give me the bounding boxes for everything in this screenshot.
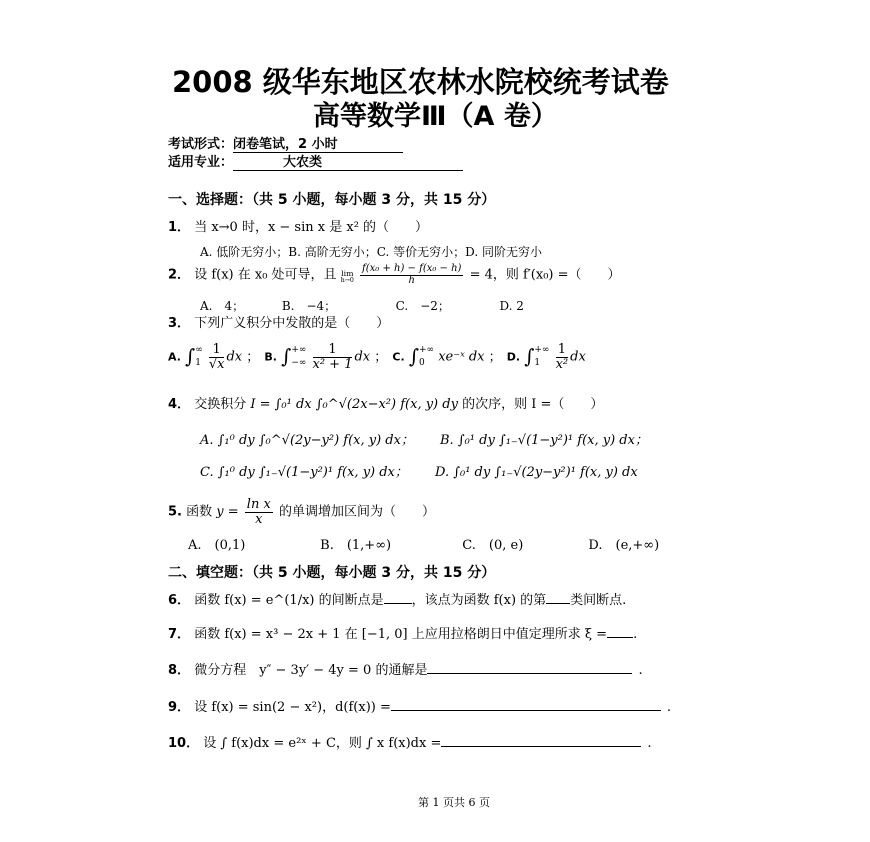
question-text: 下列广义积分中发散的是（ ） xyxy=(194,316,390,331)
page-number: 第 1 页共 6 页 xyxy=(418,796,490,809)
option-b: B. xyxy=(264,350,277,364)
question-2-options xyxy=(200,300,524,312)
limit-operator: lim h→0 xyxy=(340,269,354,285)
exam-title: 2008 级华东地区农林水院校统考试卷 xyxy=(172,65,669,99)
question-text-end: 的次序，则 I =（ ） xyxy=(462,397,604,412)
question-text: 当 x→0 时，x − sin x 是 x² 的（ ） xyxy=(194,220,429,235)
option-d: D. (e,+∞) xyxy=(588,538,660,553)
exam-form-value: 闭卷笔试，2 小时 xyxy=(233,138,403,153)
limit-fraction: $\frac{\text{f(x₀ + h) − f(x₀ − h)}}{h}$ xyxy=(362,263,462,286)
option-c: C. (0, e) xyxy=(462,538,524,553)
question-text: 设 f(x) 在 x₀ 处可导，且 xyxy=(194,267,337,283)
question-5: 5. 函数 y = $\frac{\text{ln x}}{x}$ 的单调增加区间为（ ） xyxy=(168,497,435,527)
question-text: 交换积分 xyxy=(194,397,247,412)
option-a: A. (0,1) xyxy=(188,538,246,553)
exam-major-line xyxy=(168,156,463,171)
question-number: 1． xyxy=(168,220,191,235)
option-c: C. xyxy=(392,350,405,364)
question-number: 2． xyxy=(168,267,191,283)
question-10: 10． 设 ∫ f(x)dx = e²ˣ + C，则 ∫ x f(x)dx = . xyxy=(168,736,652,751)
question-text: 函数 xyxy=(186,504,213,520)
option-d: D. xyxy=(506,350,521,364)
option-b: B. (1,+∞) xyxy=(320,538,392,553)
question-3-options: A. ∫ ∞ 1 $\frac{1}{√x}$ dx ； B. ∫ +∞ −∞ $\frac{1}{\text{x² + 1}}$ dx ； C. ∫ +∞ 0 xe⁻ˣ dx ； D. ∫ +∞ 1 $\frac{1}{\text{x²}}$ dx xyxy=(168,342,586,372)
question-1-options: A. 低阶无穷小；B. 高阶无穷小；C. 等价无穷小；D. 同阶无穷小 xyxy=(200,245,542,259)
exam-subtitle: 高等数学Ⅲ（A 卷） xyxy=(313,101,558,132)
question-7: 7． 函数 f(x) = x³ − 2x + 1 在 [−1, 0] 上应用拉格朗日中值定理所求 ξ = . xyxy=(168,627,638,642)
exam-major-value: 大农类 xyxy=(233,156,463,171)
question-text-end: = 4，则 f′(x₀) =（ ） xyxy=(469,267,621,283)
section1-heading: 一、选择题：（共 5 小题，每小题 3 分，共 15 分） xyxy=(168,192,496,208)
question-9: 9． 设 f(x) = sin(2 − x²)，d(f(x)) = . xyxy=(168,700,671,715)
exam-major-label: 适用专业： xyxy=(168,155,234,170)
question-4-option-b: B. ∫₀¹ dy ∫₁₋√(1−y²)¹ f(x, y) dx； xyxy=(440,433,648,448)
question-number: 5. xyxy=(168,504,182,520)
option-d: D. 2 xyxy=(499,299,524,313)
question-1 xyxy=(168,221,428,234)
question-3 xyxy=(168,317,389,330)
question-5-options xyxy=(188,539,659,552)
option-c: C. −2； xyxy=(395,299,450,313)
exam-form-line xyxy=(168,138,403,153)
section2-heading: 二、填空题：（共 5 小题，每小题 3 分，共 15 分） xyxy=(168,565,496,581)
question-text-end: 的单调增加区间为（ ） xyxy=(278,504,435,520)
question-4 xyxy=(168,398,603,411)
question-6: 6． 函数 f(x) = e^(1/x) 的间断点是 ，该点为函数 f(x) 的第 类间断点. xyxy=(168,593,627,608)
option-a: A. 4； xyxy=(200,299,245,313)
question-4-option-d: D. ∫₀¹ dy ∫₁₋√(2y−y²)¹ f(x, y) dx xyxy=(435,465,638,480)
integral-expression: I = ∫₀¹ dx ∫₀^√(2x−x²) f(x, y) dy xyxy=(250,397,458,412)
option-b: B. −4； xyxy=(281,299,337,313)
option-a: A. xyxy=(168,350,181,364)
exam-form-label: 考试形式： xyxy=(168,137,234,152)
question-8: 8． 微分方程 y″ − 3y′ − 4y = 0 的通解是 . xyxy=(168,663,643,678)
question-4-option-a: A. ∫₁⁰ dy ∫₀^√(2y−y²) f(x, y) dx； xyxy=(200,433,414,448)
question-4-option-c: C. ∫₁⁰ dy ∫₁₋√(1−y²)¹ f(x, y) dx； xyxy=(200,465,408,480)
question-number: 3． xyxy=(168,316,191,331)
question-2 xyxy=(168,264,621,286)
question-number: 4． xyxy=(168,397,191,412)
